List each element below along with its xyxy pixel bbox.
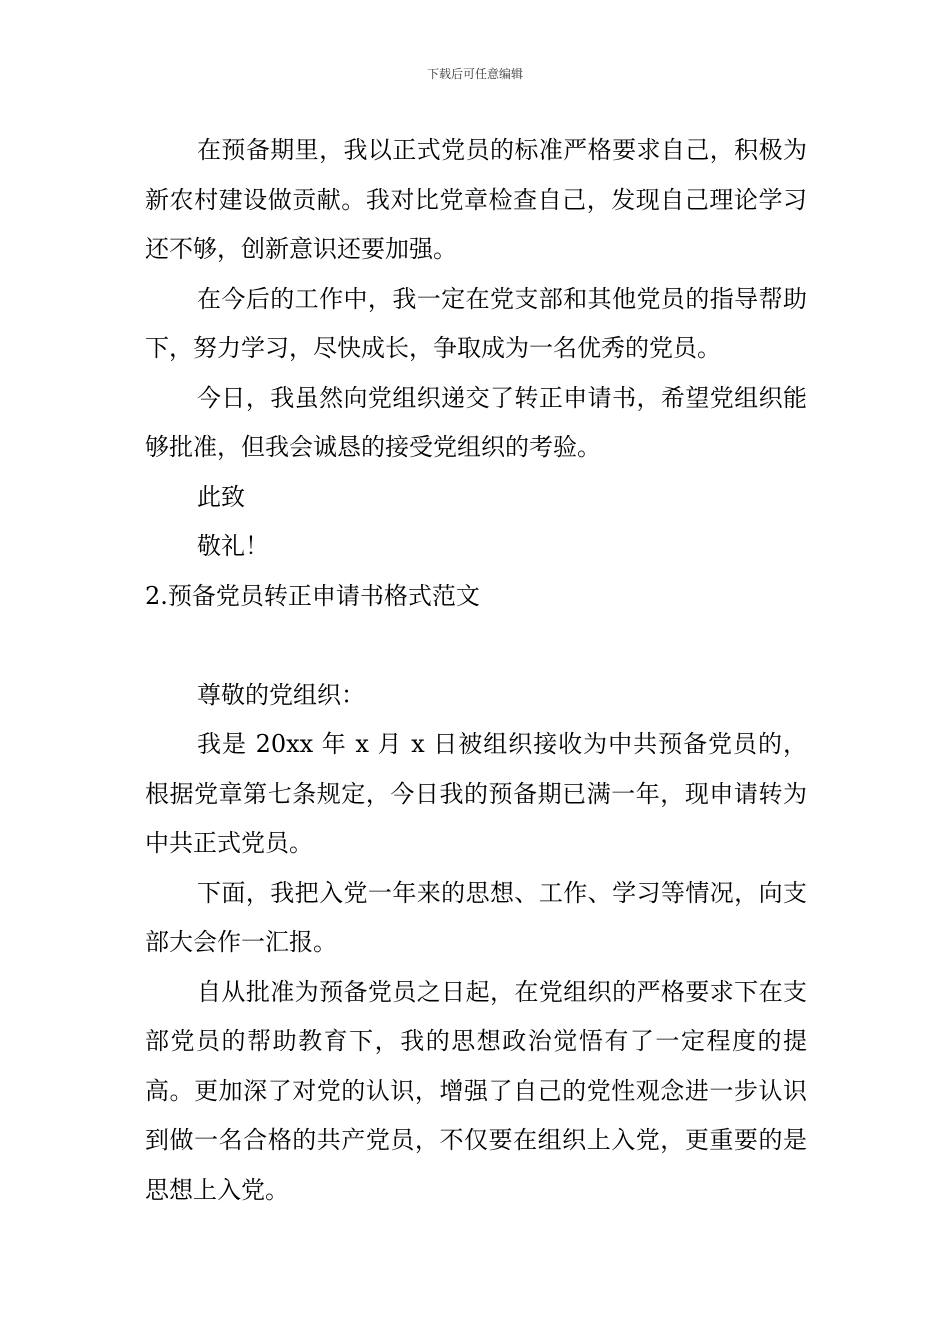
paragraph-probation-review: 在预备期里，我以正式党员的标准严格要求自己，积极为新农村建设做贡献。我对比党章检查自己，发现自己理论学习还不够，创新意识还要加强。 bbox=[145, 136, 807, 263]
paragraph-application-submitted: 今日，我虽然向党组织递交了转正申请书，希望党组织能够批准，但我会诚恳的接受党组织的考验。 bbox=[145, 383, 807, 461]
document-body bbox=[145, 126, 807, 1215]
closing-regards: 此致 bbox=[197, 482, 245, 511]
paragraph-ideological-progress: 自从批准为预备党员之日起，在党组织的严格要求下在支部党员的帮助教育下，我的思想政治觉悟有了一定程度的提高。更加深了对党的认识，增强了自己的党性观念进一步认识到做一名合格的共产党员，不仅要在组织上入党，更重要的是思想上入党。 bbox=[145, 977, 807, 1204]
paragraph-future-commitment: 在今后的工作中，我一定在党支部和其他党员的指导帮助下，努力学习，尽快成长，争取成为一名优秀的党员。 bbox=[145, 284, 807, 362]
page-header-note: 下载后可任意编辑 bbox=[426, 67, 523, 81]
paragraph-report-intro: 下面，我把入党一年来的思想、工作、学习等情况，向支部大会作一汇报。 bbox=[145, 878, 807, 956]
salutation: 尊敬的党组织： bbox=[197, 680, 365, 709]
section-spacer bbox=[145, 621, 807, 671]
paragraph-membership-date: 我是 20xx 年 x 月 x 日被组织接收为中共预备党员的，根据党章第七条规定，今日我的预备期已满一年，现申请转为中共正式党员。 bbox=[145, 730, 807, 857]
section-heading: 2.预备党员转正申请书格式范文 bbox=[145, 581, 480, 610]
closing-salute: 敬礼！ bbox=[197, 532, 269, 560]
